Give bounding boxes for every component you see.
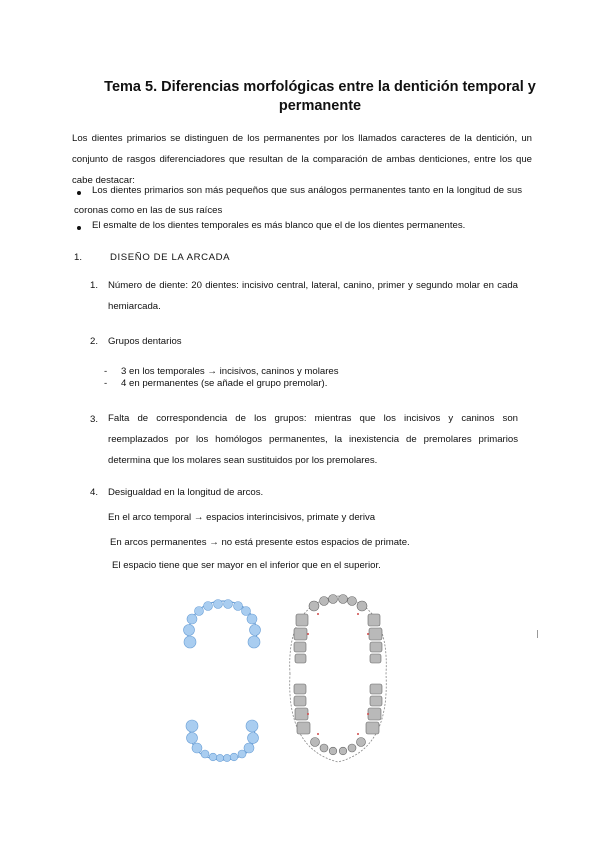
title-line-1: Tema 5. Diferencias morfológicas entre la dentición temporal y [104,79,536,95]
intro-line-3: cabe destacar: [72,175,135,186]
primary-lower-arch [186,720,259,762]
bullet-icon [77,191,81,195]
item-3-number: 3. [90,414,99,425]
item-2-sub-1: 3 en los temporales → incisivos, caninos y molares [121,366,339,377]
bullet-1-line-2: coronas como en las de sus raíces [74,205,223,216]
item-4-number: 4. [90,487,99,498]
item-1-line-1: Número de diente: 20 dientes: incisivo central, lateral, canino, primer y segundo molar en cada [108,280,518,291]
page-title [60,78,580,116]
item-3-line-3: determina que los molares sean sustituidos por los premolares. [108,455,378,466]
section-heading: DISEÑO DE LA ARCADA [110,252,231,263]
item-4-title: Desigualdad en la longitud de arcos. [108,487,264,498]
item-2-number: 2. [90,336,99,347]
intro-line-1: Los dientes primarios se distinguen de los permanentes por los llamados caracteres de la dentición, un [72,133,532,144]
dash-marker: - [104,378,108,389]
item-1-line-2: hemiarcada. [108,301,161,312]
item-2-sub-2: 4 en permanentes (se añade el grupo premolar). [121,378,328,389]
title-line-2: permanente [278,98,362,114]
bullet-1-line-1 [92,180,522,201]
margin-mark [537,630,538,638]
bullet-icon [77,226,81,230]
permanent-arch [290,595,387,763]
item-4-paragraph-3: El espacio tiene que ser mayor en el inferior que en el superior. [112,560,381,571]
item-1-text [108,275,518,317]
item-1-number: 1. [90,280,99,291]
item-3-line-2: reemplazados por los homólogos permanentes, la inexistencia de premolares primarios [108,434,518,445]
primary-upper-arch [184,600,261,649]
intro-line-2: conjunto de rasgos diferenciadores que resultan de la comparación de ambas denticiones, entre los que [72,154,532,165]
item-3-text [108,408,518,471]
bullet-1-text: Los dientes primarios son más pequeños que sus análogos permanentes tanto en la longitud de sus [92,185,522,196]
item-2-title: Grupos dentarios [108,336,182,347]
item-4-paragraph-1: En el arco temporal → espacios interincisivos, primate y deriva [108,512,376,523]
item-4-paragraph-2: En arcos permanentes → no está presente estos espacios de primate. [110,537,410,548]
section-number: 1. [74,252,83,263]
dash-marker: - [104,366,108,377]
item-3-line-1: Falta de correspondencia de los grupos: mientras que los incisivos y caninos son [108,413,518,424]
dental-arch-figure [168,584,438,776]
figure-red-markers [307,613,369,735]
bullet-2-text: El esmalte de los dientes temporales es más blanco que el de los dientes permanentes. [92,220,466,231]
